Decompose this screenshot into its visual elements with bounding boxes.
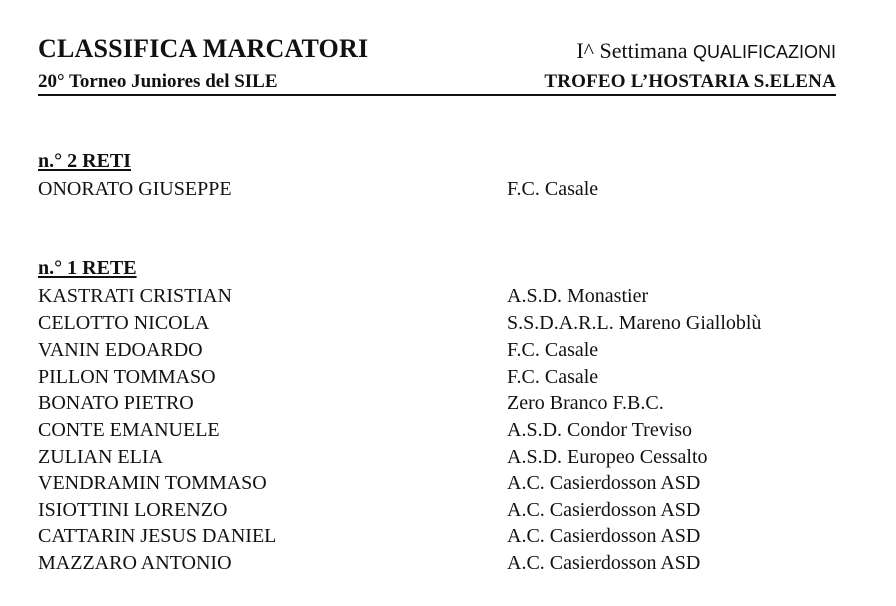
team-name: A.C. Casierdosson ASD	[507, 472, 701, 494]
scorer-row	[38, 470, 818, 497]
player-name: CELOTTO NICOLA	[38, 312, 210, 334]
player-name: CATTARIN JESUS DANIEL	[38, 525, 277, 547]
player-name: MAZZARO ANTONIO	[38, 552, 232, 574]
tournament-name: 20° Torneo Juniores del SILE	[38, 71, 278, 92]
team-name: S.S.D.A.R.L. Mareno Gialloblù	[507, 312, 762, 334]
team-name: A.S.D. Monastier	[507, 285, 649, 307]
team-name: A.S.D. Europeo Cessalto	[507, 446, 708, 468]
scorer-row	[38, 337, 818, 364]
page-title: CLASSIFICA MARCATORI	[38, 34, 369, 63]
team-name: F.C. Casale	[507, 339, 599, 361]
team-name: A.C. Casierdosson ASD	[507, 499, 701, 521]
scorer-row	[38, 550, 818, 577]
scorer-row	[38, 523, 818, 550]
scorer-row	[38, 176, 818, 203]
scorer-row	[38, 497, 818, 524]
scorer-row	[38, 283, 818, 310]
team-name: F.C. Casale	[507, 366, 599, 388]
scorer-row	[38, 310, 818, 337]
player-name: VENDRAMIN TOMMASO	[38, 472, 267, 494]
team-name: A.S.D. Condor Treviso	[507, 419, 693, 441]
player-name: PILLON TOMMASO	[38, 366, 216, 388]
scorer-row	[38, 390, 818, 417]
team-name: A.C. Casierdosson ASD	[507, 552, 701, 574]
player-name: KASTRATI CRISTIAN	[38, 285, 232, 307]
team-name: Zero Branco F.B.C.	[507, 392, 664, 414]
player-name: BONATO PIETRO	[38, 392, 194, 414]
player-name: CONTE EMANUELE	[38, 419, 220, 441]
player-name: ONORATO GIUSEPPE	[38, 178, 232, 200]
phase-label: QUALIFICAZIONI	[692, 42, 836, 62]
trophy-name: TROFEO L’HOSTARIA S.ELENA	[544, 71, 836, 92]
team-name: F.C. Casale	[507, 178, 599, 200]
scorer-row	[38, 444, 818, 471]
scorer-row	[38, 417, 818, 444]
scorer-row	[38, 364, 818, 391]
section-title-1-goal: n.° 1 RETE	[38, 257, 137, 279]
header-divider	[38, 94, 836, 96]
week-label	[576, 38, 836, 64]
document-header	[38, 34, 836, 96]
team-name: A.C. Casierdosson ASD	[507, 525, 701, 547]
player-name: VANIN EDOARDO	[38, 339, 203, 361]
week-number: I^ Settimana	[576, 38, 688, 63]
section-title-2-goals: n.° 2 RETI	[38, 150, 132, 172]
player-name: ZULIAN ELIA	[38, 446, 163, 468]
player-name: ISIOTTINI LORENZO	[38, 499, 228, 521]
